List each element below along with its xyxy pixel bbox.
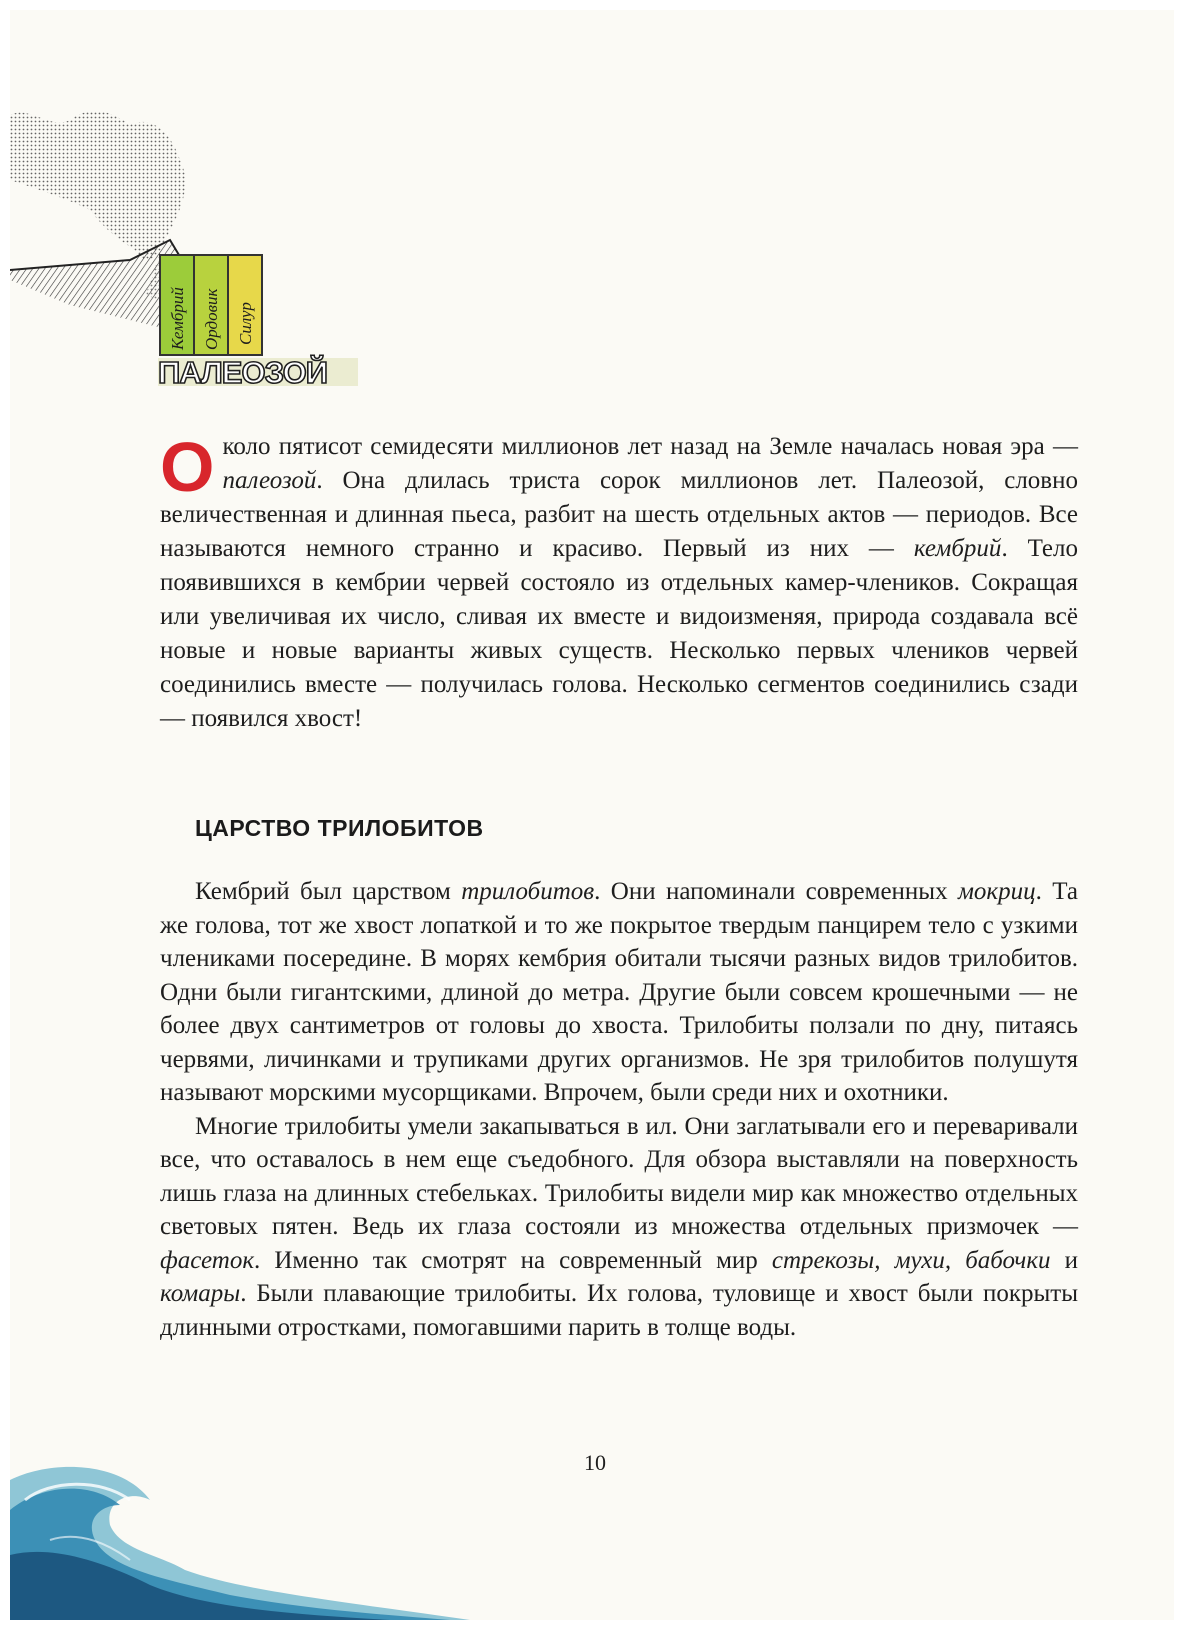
period-ordovician: Ордовик <box>202 288 221 350</box>
p1-text-1: Кембрий был царством <box>195 878 462 905</box>
paragraph-1 <box>160 875 1078 1110</box>
intro-term-cambrian: кембрий <box>913 535 1002 562</box>
p1-term-woodlice: мокриц <box>957 878 1036 905</box>
p1-term-trilobites: трилобитов <box>461 878 595 905</box>
book-page <box>10 10 1174 1620</box>
intro-text-3: . Тело появившихся в кембрии червей состояло из отдельных камер-члеников. Сокращая или увеличивая их число, сливая их вместе и видоизменяя, природа создавала всё новые и новые варианты живых существ. Несколько первых члеников червей соединились вместе — получилась голова. Несколько сегментов соединились сзади — появился хвост! <box>160 535 1079 732</box>
intro-text-1: коло пятисот семидесяти миллионов лет назад на Земле началась новая эра — <box>222 433 1078 460</box>
page-number: 10 <box>584 1450 606 1475</box>
paleozoic-header-illustration <box>10 100 390 420</box>
section-body <box>160 875 1078 1344</box>
intro-text-2: . Она длилась триста сорок миллионов лет. Палеозой, словно величественная и длинная пьеса, разбит на шесть отдельных актов — периодов. Все называются немного странно и красиво. Первый из них — <box>160 467 1078 562</box>
p2-text-1: Многие трилобиты умели закапываться в ил. Они заглатывали его и переваривали все, что оставалось в нем еще съедобного. Для обзора выставляли на поверхность лишь глаза на длинных стебельках. Трилобиты видели мир как множество отдельных световых пятен. Ведь их глаза состояли из множества отдельных призмочек — <box>160 1112 1078 1240</box>
p1-text-2: . Они напоминали современных <box>594 878 958 905</box>
period-silurian: Силур <box>236 302 255 345</box>
era-title: ПАЛЕОЗОЙ <box>158 355 327 390</box>
paragraph-2 <box>160 1110 1078 1345</box>
p1-text-3: . Та же голова, тот же хвост лопаткой и то же покрытое твердым панцирем тело с узкими члениками посередине. В морях кембрия обитали тысячи разных видов трилобитов. Одни были гигантскими, длиной до метра. Другие были совсем крошечными — не более двух сантиметров от головы до хвоста. Трилобиты ползали по дну, питаясь червями, личинками и трупиками других организмов. Не зря трилобитов полушутя называют морскими мусорщиками. Впрочем, были среди них и охотники. <box>160 878 1078 1106</box>
p2-term-facets: фасеток <box>160 1246 255 1274</box>
p2-text-3: и <box>1050 1246 1079 1274</box>
p2-term-mosquitoes: комары <box>160 1280 241 1307</box>
wave-illustration <box>10 1460 470 1620</box>
intro-term-paleozoic: палеозой <box>222 467 317 494</box>
period-boxes <box>160 255 262 355</box>
p2-text-4: . Были плавающие трилобиты. Их голова, туловище и хвост были покрыты длинными отростками, помогавшими парить в толще воды. <box>160 1280 1078 1341</box>
section-title: ЦАРСТВО ТРИЛОБИТОВ <box>195 815 484 841</box>
drop-cap: О <box>160 428 215 506</box>
p2-text-2: . Именно так смотрят на современный мир <box>254 1246 772 1274</box>
period-cambrian: Кембрий <box>168 287 187 350</box>
intro-paragraph <box>160 430 1078 736</box>
p2-term-insects: стрекозы, мухи, бабочки <box>771 1246 1051 1274</box>
